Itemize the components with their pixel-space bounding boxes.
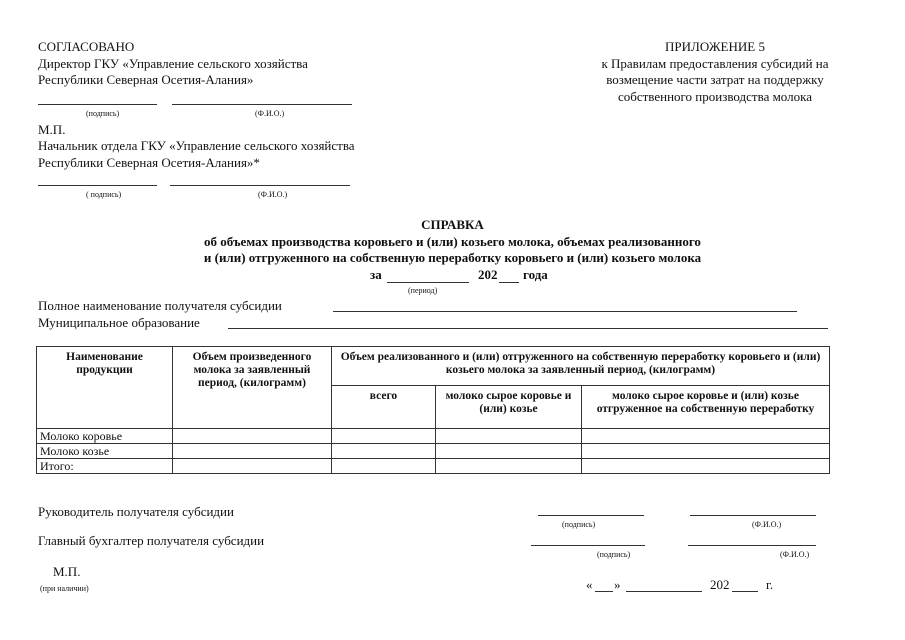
table-row	[37, 429, 830, 444]
director-signature-caption: (подпись)	[86, 109, 120, 118]
director-name-line	[172, 104, 352, 105]
document-subtitle-1: об объемах производства коровьего и (или) козьего молока, объемах реализованного	[204, 234, 701, 249]
cell-empty[interactable]	[582, 444, 830, 459]
appendix-line-1: к Правилам предоставления субсидий на	[601, 56, 829, 71]
date-suffix: г.	[766, 577, 774, 592]
head-signature-caption: ( подпись)	[86, 190, 122, 199]
date-day-line[interactable]	[595, 591, 613, 592]
document-title: СПРАВКА	[421, 217, 484, 232]
appendix-line-2: возмещение части затрат на поддержку	[606, 72, 824, 87]
accountant-signature-line	[531, 545, 645, 546]
cell-empty[interactable]	[332, 444, 436, 459]
cell-empty[interactable]	[173, 459, 332, 474]
head-signature-caption-bottom: (подпись)	[562, 520, 596, 529]
table-row	[37, 459, 830, 474]
period-suffix: года	[523, 267, 548, 282]
recipient-label: Полное наименование получателя субсидии	[38, 298, 282, 313]
cell-empty[interactable]	[436, 459, 582, 474]
head-signature-line	[38, 185, 157, 186]
bottom-stamp: М.П.	[53, 564, 81, 579]
document-subtitle-2: и (или) отгруженного на собственную переработку коровьего и (или) козьего молока	[203, 250, 702, 265]
cell-empty[interactable]	[332, 459, 436, 474]
period-line	[387, 282, 469, 283]
appendix-line-3: собственного производства молока	[617, 89, 813, 104]
head-signature-line-bottom	[538, 515, 644, 516]
head-name-caption-bottom: (Ф.И.О.)	[752, 520, 782, 529]
stamp-note: (при наличии)	[40, 584, 89, 593]
production-table	[36, 346, 830, 474]
municipality-field[interactable]	[228, 328, 828, 329]
header-product: Наименование продукции	[37, 347, 173, 429]
cell-empty[interactable]	[436, 429, 582, 444]
accountant-label: Главный бухгалтер получателя субсидии	[38, 533, 265, 548]
period-year-line	[499, 282, 519, 283]
accountant-name-line	[688, 545, 816, 546]
cell-empty[interactable]	[332, 429, 436, 444]
head-name-line-bottom	[690, 515, 816, 516]
date-month-line[interactable]	[626, 591, 702, 592]
director-line-2: Республики Северная Осетия-Алания»	[38, 72, 254, 87]
head-name-caption: (Ф.И.О.)	[258, 190, 288, 199]
period-caption: (период)	[408, 286, 438, 295]
header-sold-group: Объем реализованного и (или) отгруженного на собственную переработку коровьего и (или) козьего молока за заявленный период, (килограмм)	[332, 347, 830, 386]
date-open-quote: «	[586, 577, 593, 592]
approval-heading: СОГЛАСОВАНО	[38, 39, 135, 54]
row-label-total: Итого:	[37, 459, 173, 474]
accountant-signature-caption: (подпись)	[597, 550, 631, 559]
period-year: 202	[478, 267, 498, 282]
head-name-line	[170, 185, 350, 186]
row-label-goat: Молоко козье	[37, 444, 173, 459]
date-year-line[interactable]	[732, 591, 758, 592]
header-raw: молоко сырое коровье и (или) козье	[436, 386, 582, 429]
head-line-2: Республики Северная Осетия-Алания»*	[38, 155, 260, 170]
recipient-field[interactable]	[333, 311, 797, 312]
accountant-name-caption: (Ф.И.О.)	[780, 550, 810, 559]
appendix-title: ПРИЛОЖЕНИЕ 5	[665, 39, 765, 54]
period-prefix: за	[370, 267, 382, 282]
head-label: Руководитель получателя субсидии	[38, 504, 234, 519]
head-line-1: Начальник отдела ГКУ «Управление сельского хозяйства	[38, 138, 355, 153]
row-label-cow: Молоко коровье	[37, 429, 173, 444]
approval-stamp: М.П.	[38, 122, 66, 137]
cell-empty[interactable]	[582, 429, 830, 444]
cell-empty[interactable]	[582, 459, 830, 474]
header-processing: молоко сырое коровье и (или) козье отгруженное на собственную переработку	[582, 386, 830, 429]
cell-empty[interactable]	[173, 444, 332, 459]
director-line-1: Директор ГКУ «Управление сельского хозяйства	[38, 56, 308, 71]
header-produced: Объем произведенного молока за заявленный период, (килограмм)	[173, 347, 332, 429]
cell-empty[interactable]	[436, 444, 582, 459]
date-year: 202	[710, 577, 730, 592]
cell-empty[interactable]	[173, 429, 332, 444]
director-signature-line	[38, 104, 157, 105]
table-row	[37, 444, 830, 459]
director-name-caption: (Ф.И.О.)	[255, 109, 285, 118]
header-total: всего	[332, 386, 436, 429]
municipality-label: Муниципальное образование	[38, 315, 200, 330]
date-close-quote: »	[614, 577, 621, 592]
